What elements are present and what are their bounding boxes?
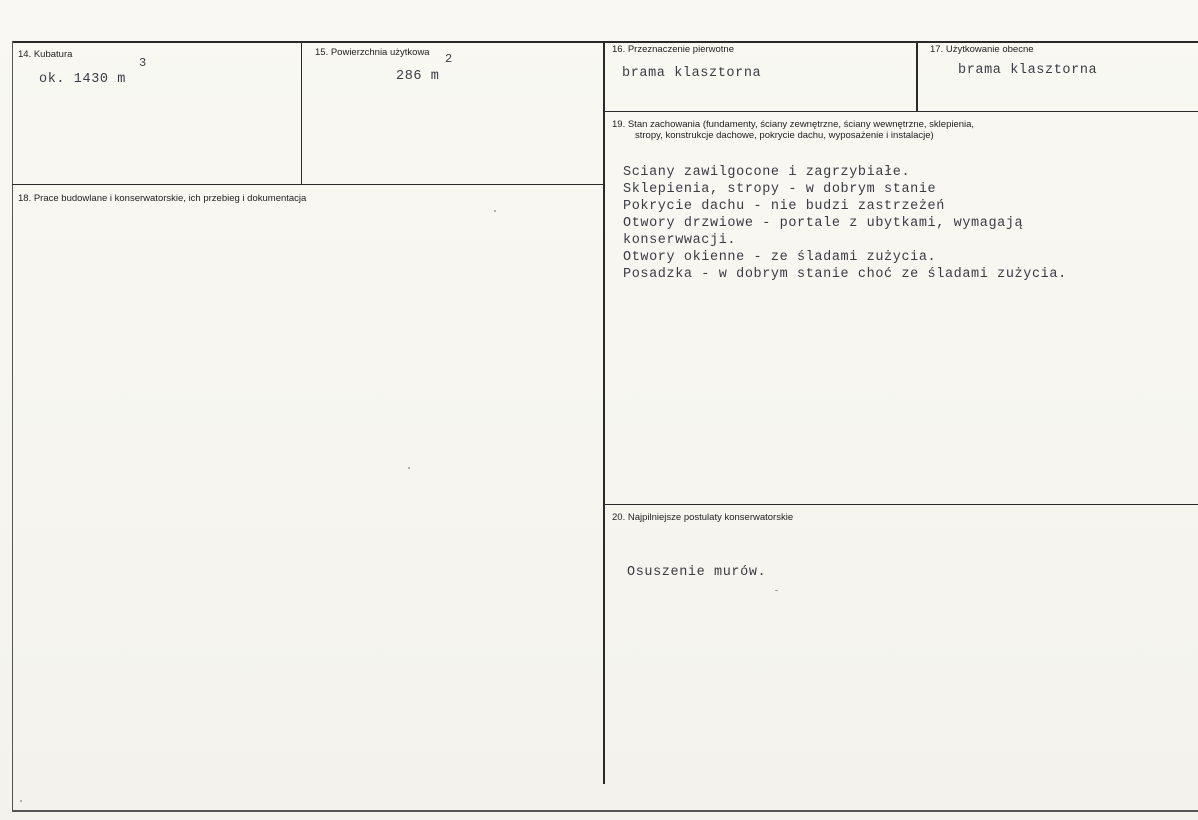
paper-speck (775, 590, 778, 591)
divider-15-16 (603, 42, 605, 784)
divider-14-15 (301, 42, 302, 185)
field-16-label: 16. Przeznaczenie pierwotne (612, 44, 734, 55)
condition-note: Pokrycie dachu - nie budzi zastrzeżeń (623, 199, 945, 214)
bottom-border-line (12, 810, 1198, 812)
condition-note: Otwory okienne - ze śladami zużycia. (623, 250, 937, 265)
field-15-label: 15. Powierzchnia użytkowa (315, 47, 430, 58)
field-20-value: Osuszenie murów. (627, 565, 767, 580)
condition-notes-list (623, 164, 1067, 283)
condition-note: Otwory drzwiowe - portale z ubytkami, wymagają (623, 216, 1024, 231)
paper-speck (494, 210, 496, 212)
top-border-line (12, 41, 1198, 43)
condition-note: Posadzka - w dobrym stanie choć ze śladami zużycia. (623, 267, 1067, 282)
field-15-unit-exponent: 2 (445, 52, 453, 66)
divider-16-17 (916, 42, 918, 112)
hline-under-16-17 (604, 111, 1198, 112)
paper-speck (408, 467, 410, 469)
field-16-value: brama klasztorna (622, 66, 762, 81)
field-20-label: 20. Najpilniejsze postulaty konserwatorskie (612, 512, 794, 523)
hline-under-19 (604, 504, 1198, 505)
field-17-value: brama klasztorna (958, 63, 1098, 78)
condition-note: Sklepienia, stropy - w dobrym stanie (623, 182, 937, 197)
left-border-line (12, 41, 13, 811)
field-14-unit-exponent: 3 (139, 56, 147, 70)
hline-under-14-15 (12, 184, 604, 185)
field-14-label: 14. Kubatura (18, 49, 73, 60)
field-19-label-line2: stropy, konstrukcje dachowe, pokrycie dachu, wyposażenie i instalacje) (635, 130, 934, 141)
field-18-label: 18. Prace budowlane i konserwatorskie, ich przebieg i dokumentacja (18, 193, 307, 204)
field-19-label-line1: 19. Stan zachowania (fundamenty, ściany zewnętrzne, ściany wewnętrzne, sklepienia, (612, 119, 975, 130)
field-17-label: 17. Użytkowanie obecne (930, 44, 1034, 55)
field-15-value: 286 m (396, 69, 440, 84)
condition-note: Sciany zawilgocone i zagrzybiałe. (623, 165, 911, 180)
field-14-value: ok. 1430 m (39, 72, 127, 87)
condition-note: konserwwacji. (623, 233, 737, 248)
paper-speck (20, 800, 22, 802)
